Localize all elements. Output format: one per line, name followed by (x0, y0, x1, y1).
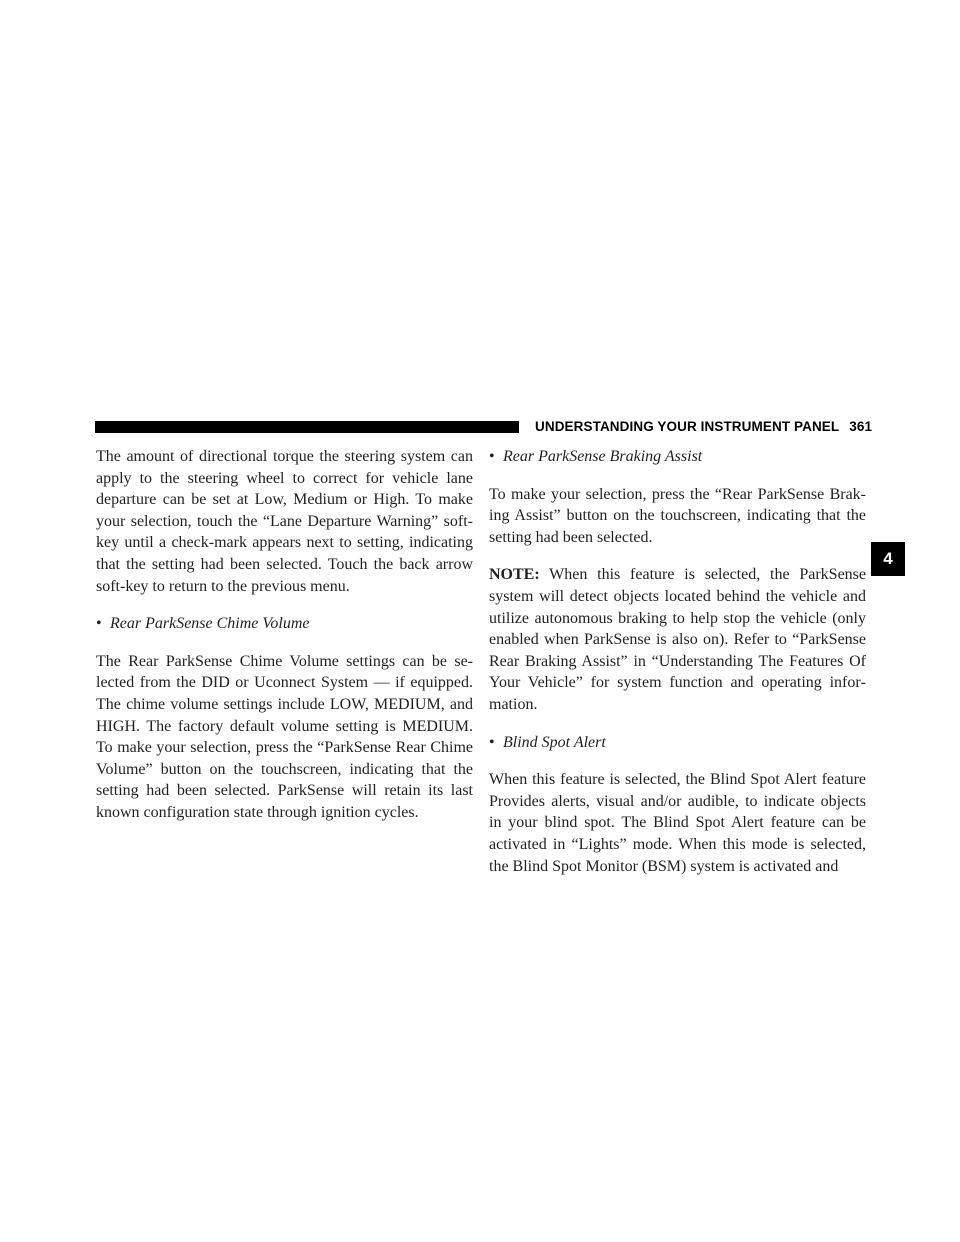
paragraph: The Rear ParkSense Chime Volume settings can be selected from the DID or Uconnect System — if equipped. The chime volume settings include LOW, MEDIUM, and HIGH. The factory default volume setting is MEDIUM. To make your selection, press the “ParkSense Rear Chime Volume” button on the touchscreen, indicating that the setting had been selected. ParkSense will retain its last known configuration state through ignition cycles. (96, 652, 473, 821)
bullet-icon: • (96, 615, 102, 633)
note-label: NOTE: (489, 566, 540, 584)
paragraph: The amount of directional torque the steering system can apply to the steering wheel to correct for vehicle lane departure can be set at Low, Medium or High. To make your selection, touch the “Lane Departure Warning” soft-key until a check-mark appears next to setting, indicating that the setting had been selected. Touch the back arrow soft-key to return to the previous menu. (96, 448, 473, 595)
left-column (96, 446, 473, 840)
note-paragraph (489, 564, 866, 715)
right-column (489, 446, 866, 893)
paragraph: When this feature is selected, the Blind Spot Alert feature Provides alerts, visual and/or audible, to indicate objects in your blind spot. The Blind Spot Alert feature can be activated in “Lights” mode. When this mode is selected, the Blind Spot Monitor (BSM) system is activated and (489, 771, 866, 875)
bullet-heading (96, 613, 473, 635)
bullet-heading (489, 732, 866, 754)
header-rule (95, 421, 519, 433)
bullet-heading-text: Rear ParkSense Braking Assist (503, 448, 703, 465)
bullet-icon: • (489, 448, 495, 465)
bullet-heading-text: Blind Spot Alert (503, 733, 606, 751)
note-text: When this feature is selected, the ParkSense system will detect objects located behind the vehicle and utilize autonomous braking to help stop the vehicle (only enabled when ParkSense is also on). Refer to “ParkSense Rear Braking Assist” in “Understanding The Features Of Your Vehicle” for system function and operating information. (489, 566, 866, 713)
section-title: UNDERSTANDING YOUR INSTRUMENT PANEL (535, 419, 840, 434)
bullet-heading (489, 446, 866, 468)
page-number: 361 (849, 419, 873, 434)
running-head (535, 419, 872, 434)
bullet-heading-text: Rear ParkSense Chime Volume (110, 615, 310, 633)
bullet-icon: • (489, 733, 495, 751)
chapter-tab: 4 (871, 542, 905, 576)
paragraph: To make your selection, press the “Rear ParkSense Braking Assist” button on the touchscreen, indicating that the setting had been selected. (489, 485, 866, 546)
